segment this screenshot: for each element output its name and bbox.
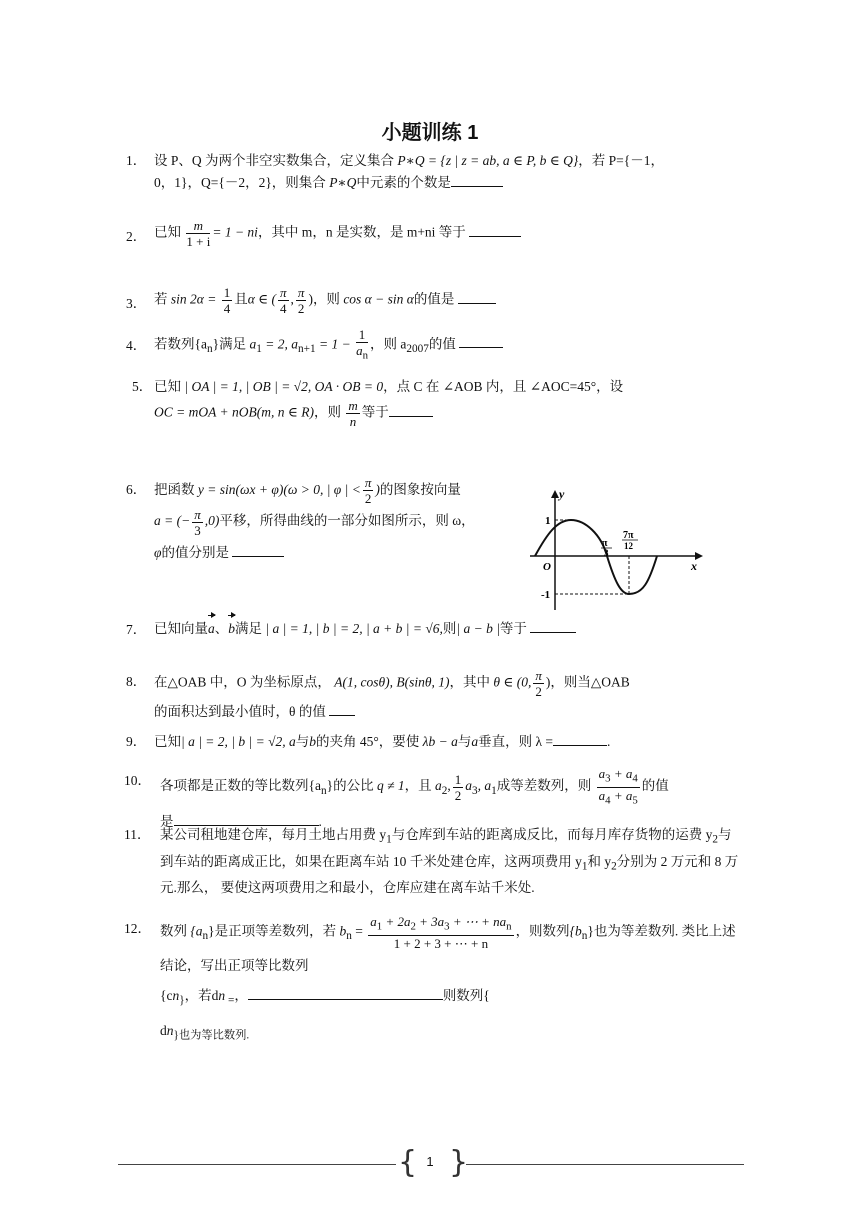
footer-rule-right	[466, 1164, 744, 1165]
question-1: 1． 设 P、Q 为两个非空实数集合，定义集合 P∗Q = {z | z = ab, a ∈ P, b ∈ Q}，若 P={－1， 0，1}，Q={－2，2}，则集合 P∗Q中元素的个数是	[126, 153, 665, 190]
answer-blank[interactable]	[553, 731, 607, 746]
answer-blank[interactable]	[459, 333, 503, 348]
question-10: 10． 各项都是正数的等比数列$\{a_n\}$的公比 q ≠ 1，且 $a_2$, $\frac{1}{2}$ $a_3$, $a_1$成等差数列，则 $\frac{a_3 + a_4}{a_4 + a_5}$ 的值 是 .	[124, 766, 669, 830]
answer-blank[interactable]	[248, 985, 443, 1000]
answer-blank[interactable]	[329, 701, 355, 716]
answer-blank[interactable]	[530, 618, 576, 633]
answer-blank[interactable]	[451, 172, 503, 187]
tick-label-neg1: -1	[541, 589, 551, 601]
answer-blank[interactable]	[469, 222, 521, 237]
question-5: 5． 已知 | OA | = 1, | OB | = √2, OA · OB = 0，点 C 在 ∠AOB 内，且 ∠AOC=45°，设 OC = mOA + nOB(m, n ∈ R)，则 $\frac{m}{n}$ 等于	[132, 379, 624, 429]
sine-curve	[535, 520, 657, 594]
answer-blank[interactable]	[458, 289, 496, 304]
sine-graph	[525, 486, 705, 612]
answer-blank[interactable]	[232, 542, 284, 557]
page-title: 小题训练 1	[381, 122, 479, 144]
question-6: 6． 把函数 y = sin(ωx + φ)(ω > 0, | φ | < $\frac{\pi}{2}$ )的图象按向量 a = (− $\frac{\pi}{3}$ ,0)平移，所得曲线的一部分如图所示，则 ω， φ的值分别是	[126, 475, 475, 560]
tick-label-7pi12: 7π	[623, 530, 634, 541]
right-brace-icon: }	[449, 1145, 469, 1180]
tick-label-1: 1	[545, 515, 551, 527]
x-axis-label: x	[691, 559, 697, 573]
svg-text:3: 3	[604, 548, 609, 558]
left-brace-icon: {	[398, 1145, 418, 1180]
y-axis-arrow-icon	[551, 490, 559, 498]
origin-label: O	[543, 561, 551, 573]
question-11: 11． 某公司租地建仓库，每月土地占用费 $y_1$与仓库到车站的距离成反比，而每月库存货物的运费 $y_2$与到车站的距离成正比，如果在距离车站 10 千米处建仓库，这两项费用 $y_1$和 $y_2$分别为 2 万元和 8 万元.那么， 要使这两项费用之和最小，仓库应建在离车站千米处.	[124, 827, 739, 896]
y-axis-label: y	[559, 487, 565, 501]
tick-label-pi3: π	[602, 538, 608, 549]
fraction: $\frac{m}{1 + i}$	[186, 218, 211, 249]
question-12: 12． 数列 $\{a_n\}$是正项等差数列，若 $b_n$ = $\frac{a_1 + 2a_2 + 3a_3 + \cdots + na_n}{1 + 2 + 3 + \cdots + n}$ ，则数列$\{b_n\}$也为等差数列. 类比上述结论，写出正项等比数列 {$cn_{\}}$，若dn $_=$， 则数列{ $dn_{\}也为等比数列.}$	[124, 914, 736, 1042]
question-9: 9． 已知| a | = 2, | b | = √2, a与b的夹角 45°，要使 λb − a与a垂直，则 λ = .	[130, 731, 740, 753]
question-3: 3． 若 sin 2α = $\frac{1}{4}$ 且α ∈ ( $\frac{\pi}{4}$ , $\frac{\pi}{2}$ )，则 cos α − sin α的值是	[130, 285, 740, 316]
answer-blank[interactable]	[389, 402, 433, 417]
footer-rule-left	[118, 1164, 396, 1165]
page-number: 1	[426, 1154, 434, 1169]
question-8: 8． 在△OAB 中，O 为坐标原点， A(1, cosθ), B(sinθ, 1)，其中 θ ∈ (0, $\frac{\pi}{2}$ )，则当△OAB 的面积达到最小值时，θ 的值	[126, 668, 630, 719]
svg-text:12: 12	[624, 541, 633, 551]
question-2: 2． 已知 $\frac{m}{1 + i}$ = 1 − ni，其中 m，n 是实数，是 m+ni 等于	[130, 218, 740, 249]
question-4: 4． 若数列$\{a_n\}$满足 $a_1 = 2$, $a_{n+1} = 1$ − $\frac{1}{a_n}$ ，则 $a_{2007}$的值	[130, 327, 740, 364]
question-7: 7． 已知向量a、b满足 | a | = 1, | b | = 2, | a + b | = √6,则| a − b |等于	[130, 618, 740, 640]
